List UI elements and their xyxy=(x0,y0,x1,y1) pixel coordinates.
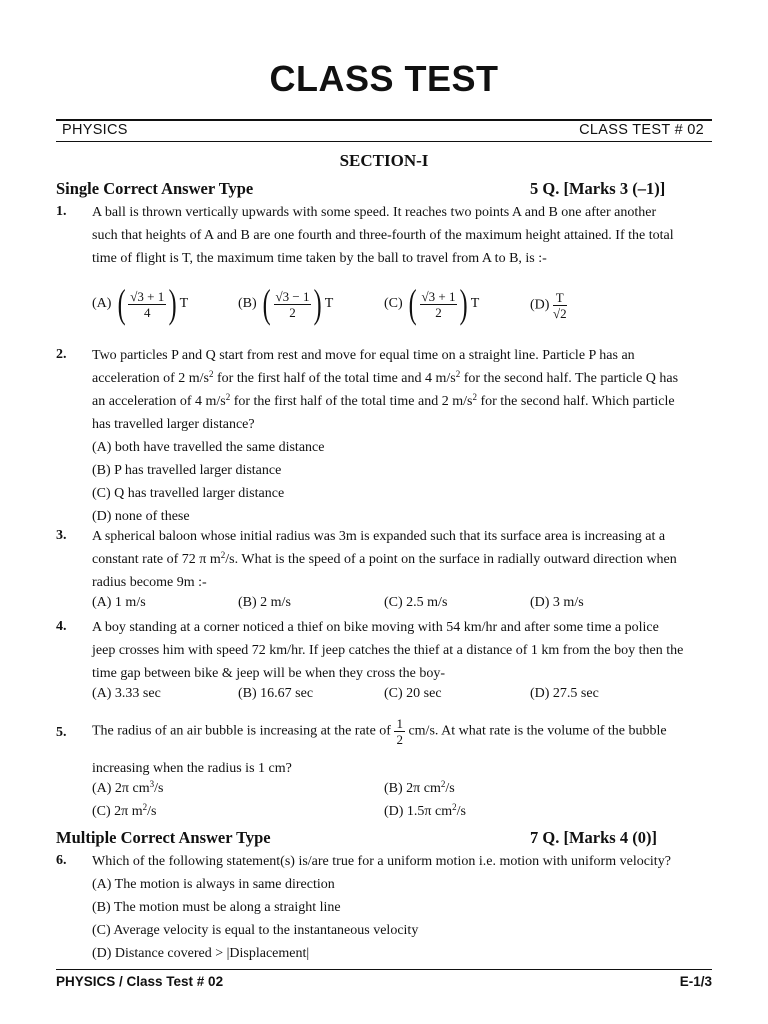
text-line: time of flight is T, the maximum time taken by the ball to travel from A to B, is :- xyxy=(92,251,547,266)
fraction-denominator: 2 xyxy=(435,304,442,320)
subject-label: PHYSICS xyxy=(62,122,128,138)
single-type-heading: Single Correct Answer Type xyxy=(56,179,254,198)
text-line: radius become 9m :- xyxy=(92,575,207,590)
option: (A) 1 m/s xyxy=(92,595,146,610)
question-4-text xyxy=(92,616,712,685)
option: (A) 3.33 sec xyxy=(92,686,161,701)
question-3-text xyxy=(92,525,712,594)
option: (D) 1.5π $cm^2/s$ xyxy=(384,802,466,819)
question-number: 2. xyxy=(56,347,67,362)
text-line: time gap between bike & jeep will be when they cross the boy- xyxy=(92,666,446,681)
text-line: an acceleration of 4 $m/s^2$ for the first half of the total time and 2 $m/s^2$ for the second half. Which particle xyxy=(92,392,675,409)
text-line: A spherical baloon whose initial radius was 3m is expanded such that its surface area is increasing at a xyxy=(92,529,666,544)
question-6-text xyxy=(92,850,712,965)
text-line: Which of the following statement(s) is/are true for a uniform motion i.e. motion with uniform velocity? xyxy=(92,854,671,869)
question-number: 6. xyxy=(56,853,67,868)
option-suffix: T xyxy=(324,296,334,312)
text-line: acceleration of 2 $m/s^2$ for the first half of the total time and 4 $m/s^2$ for the second half. The particle Q has xyxy=(92,369,679,386)
question-number: 5. xyxy=(56,725,67,740)
question-number: 4. xyxy=(56,619,67,634)
header-top-rule xyxy=(56,119,712,121)
footer-rule xyxy=(56,969,712,970)
option: (D) 3 m/s xyxy=(530,595,584,610)
option: (C) Q has travelled larger distance xyxy=(92,486,285,501)
option: (A) The motion is always in same direction xyxy=(92,877,335,892)
footer-left: PHYSICS / Class Test # 02 xyxy=(56,974,224,989)
header-bottom-rule xyxy=(56,141,712,142)
test-id-label: CLASS TEST # 02 xyxy=(579,122,704,138)
single-type-marks: 5 Q. [Marks 3 (–1)] xyxy=(530,179,666,198)
multi-type-marks: 7 Q. [Marks 4 (0)] xyxy=(530,828,657,847)
fraction-numerator: √3 + 1 xyxy=(421,288,456,304)
option: (B) P has travelled larger distance xyxy=(92,463,282,478)
question-number: 3. xyxy=(56,528,67,543)
text-line: has travelled larger distance? xyxy=(92,417,255,432)
option-suffix: T xyxy=(179,296,189,312)
question-number: 1. xyxy=(56,204,67,219)
question-2-text xyxy=(92,344,712,528)
text-line: jeep crosses him with speed 72 km/hr. If jeep catches the thief at a distance of 1 km from the boy then the xyxy=(92,643,684,658)
text-line: such that heights of A and B are one fourth and three-fourth of the maximum height attained. If the total xyxy=(92,228,674,243)
option: (D) 27.5 sec xyxy=(530,686,599,701)
option-label: (D) xyxy=(530,297,550,313)
option-suffix: T xyxy=(470,296,480,312)
option-label: (C) xyxy=(384,296,403,312)
q1-option-b: (B) ( $\frac{√3 - 1}{2}$ ) T xyxy=(238,281,334,326)
text-line: Two particles P and Q start from rest and move for equal time on a straight line. Particle P has an xyxy=(92,348,635,363)
option: (A) 2π $cm^3/s$ xyxy=(92,779,164,796)
multi-type-heading: Multiple Correct Answer Type xyxy=(56,828,271,847)
option: (D) Distance covered > |Displacement| xyxy=(92,946,310,961)
text-line: increasing when the radius is 1 cm? xyxy=(92,761,292,776)
fraction-denominator: 2 xyxy=(396,732,403,747)
option: (C) Average velocity is equal to the instantaneous velocity xyxy=(92,923,419,938)
section-heading: SECTION-I xyxy=(339,151,429,170)
q1-option-a: (A) ( $\frac{√3 + 1}{4}$ ) T xyxy=(92,281,189,326)
page-title: CLASS TEST xyxy=(269,58,499,99)
option: (A) both have travelled the same distance xyxy=(92,440,325,455)
fraction-denominator: 4 xyxy=(144,304,151,320)
question-5-text xyxy=(92,757,712,780)
fraction-numerator: 1 xyxy=(396,716,403,731)
fraction-denominator: 2 xyxy=(289,304,296,320)
option-label: (B) xyxy=(238,296,257,312)
option: (B) 2 m/s xyxy=(238,595,291,610)
q1-option-d xyxy=(530,290,567,321)
option: (D) none of these xyxy=(92,509,190,524)
footer-page-number: E-1/3 xyxy=(679,974,712,989)
fraction-numerator: T xyxy=(553,290,567,306)
fraction-denominator: √2 xyxy=(552,306,567,321)
option-label: (A) xyxy=(92,296,112,312)
option: (C) 2π $m^2/s$ xyxy=(92,802,157,819)
option: (B) The motion must be along a straight line xyxy=(92,900,341,915)
q1-option-c: (C) ( $\frac{√3 + 1}{2}$ ) T xyxy=(384,281,480,326)
question-1-text xyxy=(92,201,712,270)
option: (C) 20 sec xyxy=(384,686,442,701)
text-line: constant rate of 72 π $m^2/s$. What is the speed of a point on the surface in radially outward direction when xyxy=(92,550,677,567)
fraction-numerator: √3 − 1 xyxy=(275,288,310,304)
text-line: A ball is thrown vertically upwards with some speed. It reaches two points A and B one after another xyxy=(92,205,657,220)
option: (B) 16.67 sec xyxy=(238,686,314,701)
text-line: A boy standing at a corner noticed a thief on bike moving with 54 km/hr and after some time a police xyxy=(92,620,659,635)
option: (C) 2.5 m/s xyxy=(384,595,448,610)
option: (B) 2π $cm^2/s$ xyxy=(384,779,455,796)
fraction-numerator: √3 + 1 xyxy=(130,288,165,304)
question-5-line-1: The radius of an air bubble is increasing at the rate of $\frac{1}{2}$ cm/s. At what rate is the volume of the bubble xyxy=(92,716,667,747)
